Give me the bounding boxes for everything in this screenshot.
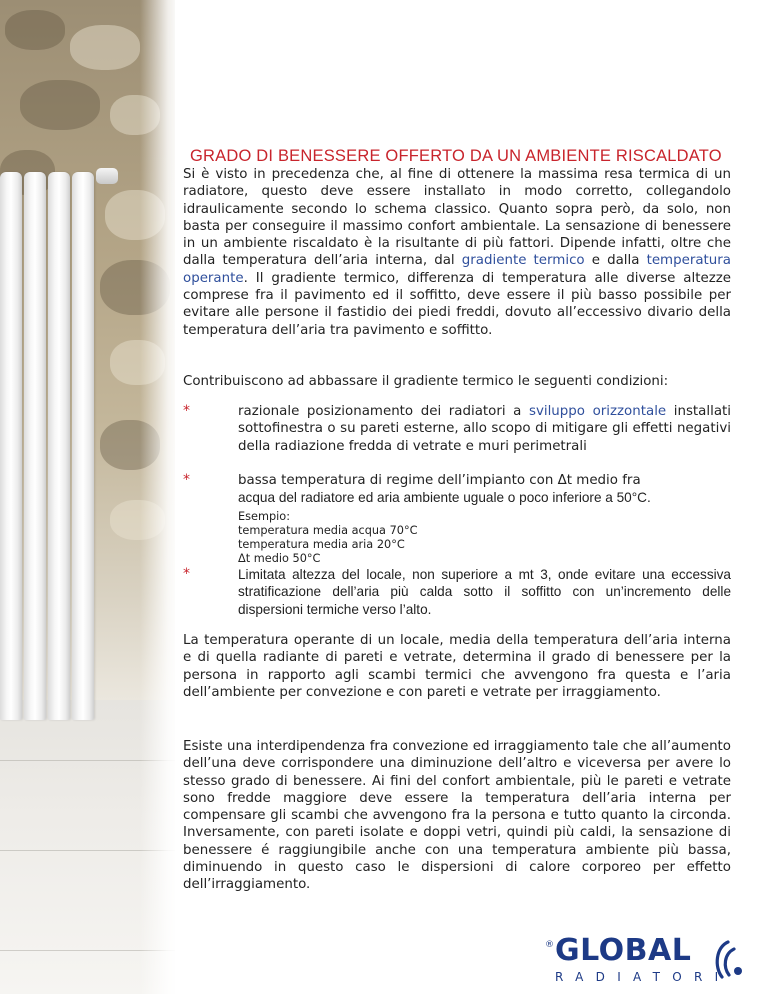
conditions-intro: Contribuiscono ad abbassare il gradiente termico le seguenti condizioni:	[183, 374, 669, 389]
sviluppo-orizzontale-link[interactable]: sviluppo orizzontale	[528, 404, 667, 419]
bullet-marker: *	[183, 403, 190, 419]
global-radiatori-logo: ® GLOBAL RADIATORI	[545, 935, 755, 997]
bullet-item-room-height: Limitata altezza del locale, non superiore a mt 3, onde evitare una eccessiva stratificazione dell’aria più calda sotto il soffitto con un’incremento delle dispersioni termiche verso l’alto.	[238, 567, 731, 617]
radiator-valve	[96, 168, 118, 184]
example-line: temperatura media acqua 70°C	[238, 523, 418, 537]
temperatura-operante-link[interactable]: temperatura operante	[183, 253, 731, 286]
page-title: GRADO DI BENESSERE OFFERTO DA UN AMBIENTE RISCALDATO	[190, 147, 722, 165]
logo-symbol-icon	[712, 937, 748, 983]
radiator-illustration	[0, 172, 100, 720]
logo-subtitle: RADIATORI	[555, 970, 731, 984]
interdependence-paragraph: Esiste una interdipendenza fra convezione ed irraggiamento tale che all’aumento dell’una deve corrispondere una diminuzione dell’altro e viceversa per avere lo stesso grado di benessere. Ai fini del confort ambientale, più le pareti e vetrate sono fredde maggiore deve essere la temperatura dell’aria interna per compensare gli scambi che avvengono fra la persona e tutto quanto la circonda. Inversamente, con pareti isolate e doppi vetri, quindi più caldi, la sensazione di benessere é raggiungibile anche con una temperatura ambiente più bassa, diminuendo in questo caso le dispersioni di calore corporeo per effetto dell’irraggiamento.	[183, 739, 731, 893]
example-label: Esempio:	[238, 509, 291, 523]
example-line: Δt medio 50°C	[238, 552, 321, 566]
logo-wordmark: GLOBAL	[555, 933, 692, 968]
bullet-item-positioning: razionale posizionamento dei radiatori a sviluppo orizzontale installati sottofinestra o su pareti esterne, allo scopo di mitigare gli effetti negativi della radiazione fredda di vetrate e muri perimetrali	[238, 404, 732, 454]
gradiente-termico-link[interactable]: gradiente termico	[461, 253, 585, 269]
intro-paragraph: Si è visto in precedenza che, al fine di ottenere la massima resa termica di un radiatore, questo deve essere installato in modo corretto, collegandolo idraulicamente secondo lo schema classico. Quanto sopra però, da solo, non basta per conseguire il massimo confort ambientale. La sensazione di benessere in un ambiente riscaldato è la risultante di più fattori. Dipende infatti, oltre che dalla temperatura dell’aria interna, dal gradiente termico e dalla temperatura operante. Il gradiente termico, differenza di temperatura alle diverse altezze comprese fra il pavimento ed il soffitto, deve essere il più basso possibile per evitare alle persone il fastidio dei piedi freddi, dovuto all’eccessivo divario della temperatura dell’aria tra pavimento e soffitto.	[183, 167, 731, 338]
bullet-marker: *	[183, 472, 190, 488]
operante-paragraph: La temperatura operante di un locale, media della temperatura dell’aria interna e di quella radiante di pareti e vetrate, determina il grado di benessere per la persona in rapporto agli scambi termici che avvengono fra questa e l’aria dell’ambiente per convezione e con pareti e vetrate per irraggiamento.	[183, 633, 731, 700]
background-photo	[0, 0, 175, 994]
example-line: temperatura media aria 20°C	[238, 538, 405, 551]
bullet-marker: *	[183, 566, 190, 582]
bullet-item-low-temperature: bassa temperatura di regime dell’impianto con Δt medio fra acqua del radiatore ed aria ambiente uguale o poco inferiore a 50°C. Esempio: temperatura media acqua 70°C temperatura media aria 20°C Δt medio 50°C	[238, 472, 731, 566]
